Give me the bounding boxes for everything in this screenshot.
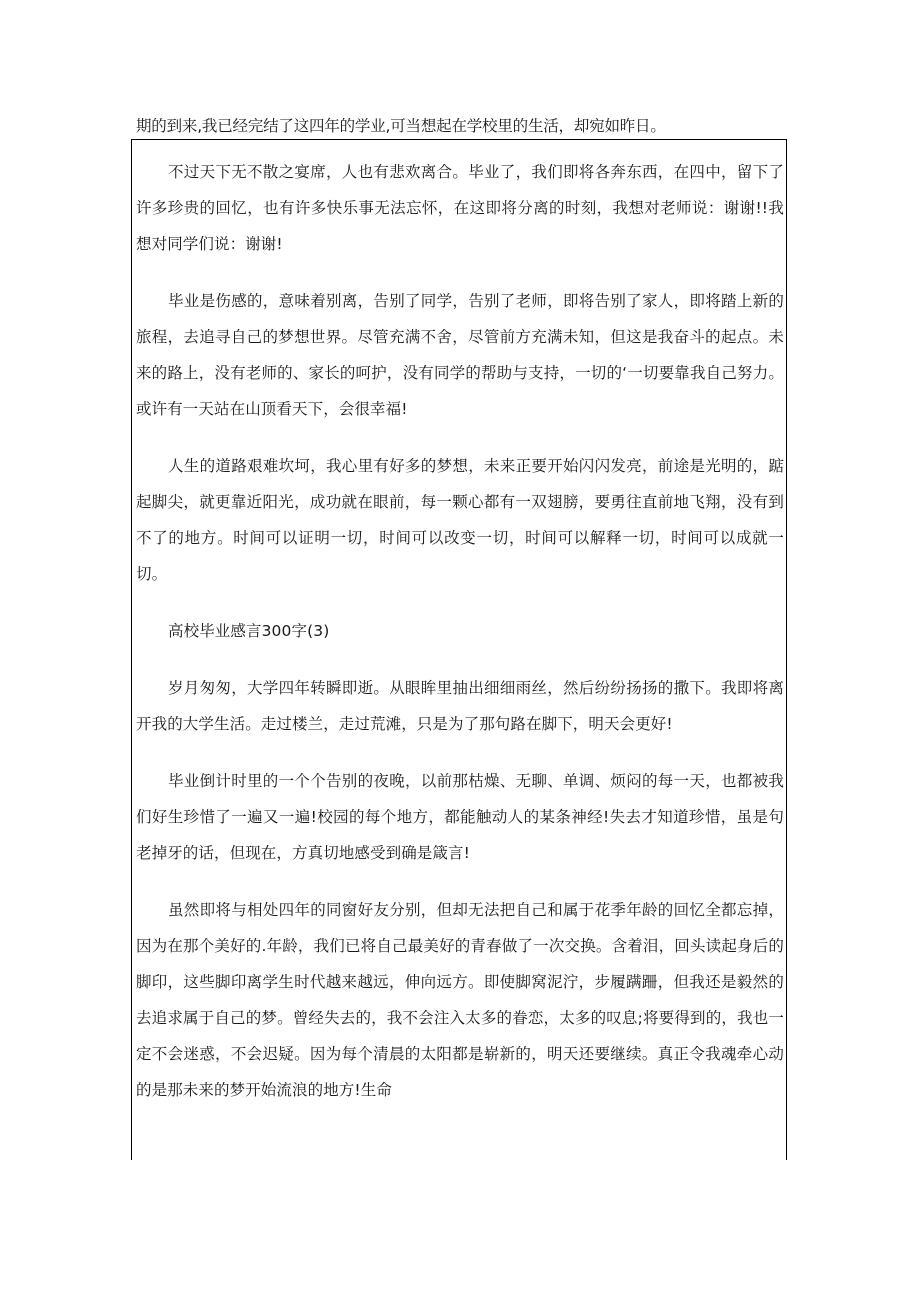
section-heading: 高校毕业感言300字(3) — [168, 622, 330, 640]
paragraph: 人生的道路艰难坎坷，我心里有好多的梦想，未来正要开始闪闪发亮，前途是光明的，踮起脚尖，就更靠近阳光，成功就在眼前，每一颗心都有一双翅膀，要勇往直前地飞翔，没有到不了的地方。时间可以证明一切，时间可以改变一切，时间可以解释一切，时间可以成就一切。 — [136, 457, 784, 583]
paragraph: 毕业是伤感的，意味着别离，告别了同学，告别了老师，即将告别了家人，即将踏上新的旅程，去追寻自己的梦想世界。尽管充满不舍，尽管前方充满未知，但这是我奋斗的起点。未来的路上，没有老师的、家长的呵护，没有同学的帮助与支持，一切的‘一切要靠我自己努力。或许有一天站在山顶看天下，会很幸福! — [136, 292, 784, 418]
paragraph: 虽然即将与相处四年的同窗好友分别，但却无法把自己和属于花季年龄的回忆全都忘掉，因为在那个美好的.年龄，我们已将自己最美好的青春做了一次交换。含着泪，回头读起身后的脚印，这些脚印离学生时代越来越远，伸向远方。即使脚窝泥泞，步履蹒跚，但我还是毅然的去追求属于自己的梦。曾经失去的，我不会注入太多的眷恋，太多的叹息;将要得到的，我也一定不会迷惑，不会迟疑。因为每个清晨的太阳都是崭新的，明天还要继续。真正令我魂牵心动的是那未来的梦开始流浪的地方!生命 — [136, 901, 784, 1099]
paragraph: 不过天下无不散之宴席，人也有悲欢离合。毕业了，我们即将各奔东西，在四中，留下了许多珍贵的回忆，也有许多快乐事无法忘怀，在这即将分离的时刻，我想对老师说：谢谢!!我想对同学们说：谢谢! — [136, 163, 784, 253]
paragraph: 岁月匆匆，大学四年转瞬即逝。从眼眸里抽出细细雨丝，然后纷纷扬扬的撒下。我即将离开我的大学生活。走过楼兰，走过荒滩，只是为了那句路在脚下，明天会更好! — [136, 679, 784, 733]
continuation-line: 期的到来,我已经完结了这四年的学业,可当想起在学校里的生活，却宛如昨日。 — [136, 117, 666, 135]
paragraph: 毕业倒计时里的一个个告别的夜晚，以前那枯燥、无聊、单调、烦闷的每一天，也都被我们好生珍惜了一遍又一遍!校园的每个地方，都能触动人的某条神经!失去才知道珍惜，虽是句老掉牙的话，但现在，方真切地感受到确是箴言! — [136, 772, 784, 862]
document-body — [136, 154, 784, 1129]
